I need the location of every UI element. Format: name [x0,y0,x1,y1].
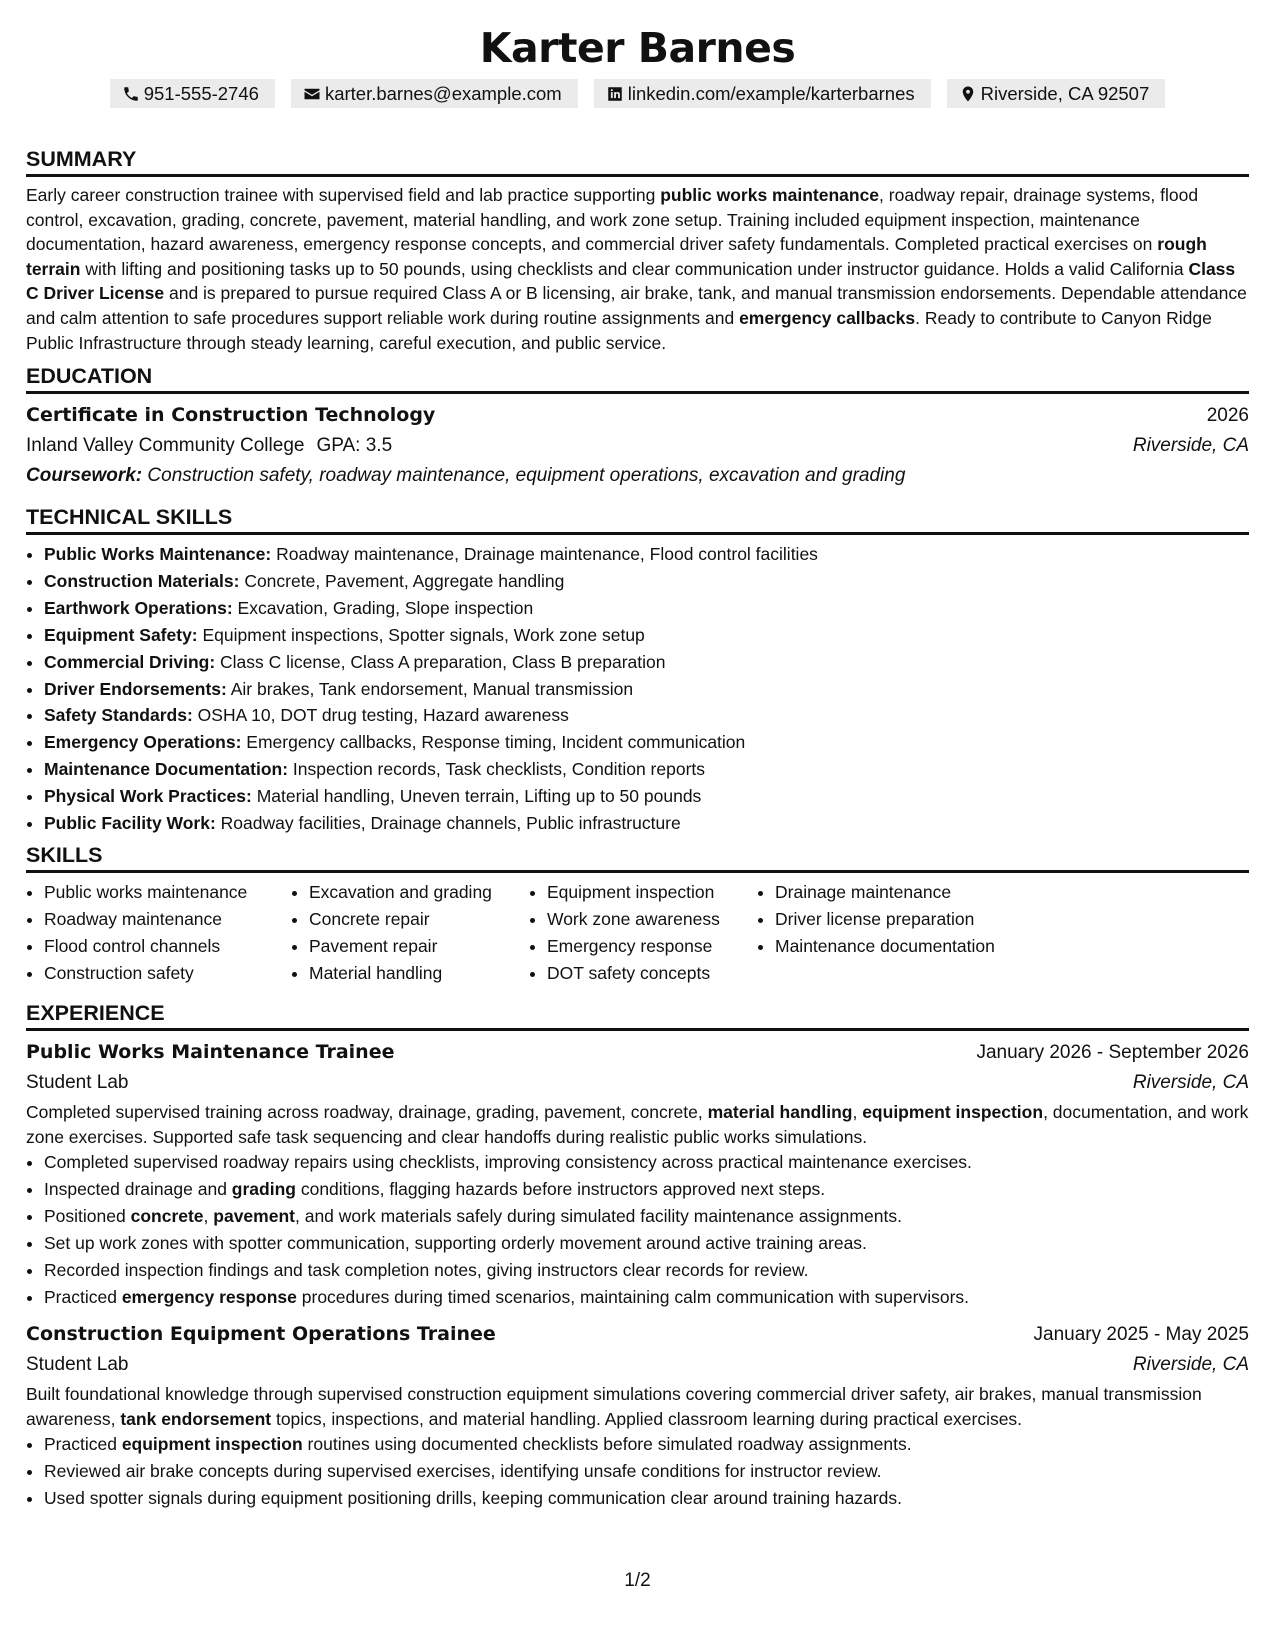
degree-title: Certificate in Construction Technology [26,404,436,426]
contact-location [947,79,1166,108]
job-title: Public Works Maintenance Trainee [26,1041,395,1063]
technical-skills-section [26,503,1249,837]
list-item: • Equipment inspection [547,879,757,906]
skills-grid [26,879,1249,987]
job-summary: Built foundational knowledge through supervised construction equipment simulations covering commercial driver safety, air brakes, manual transmission awareness, tank endorsement topics, inspections, and material handling. Applied classroom learning during practical exercises. [26,1384,1202,1429]
list-item: • Safety Standards: OSHA 10, DOT drug testing, Hazard awareness [44,702,1249,729]
section-heading: SUMMARY [26,145,1249,177]
list-item: • Positioned concrete, pavement, and work materials safely during simulated facility maintenance assignments. [44,1203,1249,1230]
list-item: • Inspected drainage and grading conditions, flagging hazards before instructors approved next steps. [44,1176,1249,1203]
email-text: karter.barnes@example.com [324,83,562,104]
list-item: • Physical Work Practices: Material handling, Uneven terrain, Lifting up to 50 pounds [44,783,1249,810]
job-org: Student Lab [26,1354,129,1376]
summary-text: Early career construction trainee with supervised field and lab practice supporting public works maintenance, roadway repair, drainage systems, flood control, excavation, grading, concrete, pavement, material handling, and work zone setup. Training included equipment inspection, maintenance documentation, hazard awareness, emergency response concepts, and commercial driver safety fundamentals. Completed practical exercises on rough terrain with lifting and positioning tasks up to 50 pounds, using checklists and clear communication under instructor guidance. Holds a valid California Class C Driver License and is prepared to pursue required Class A or B licensing, air brake, tank, and manual transmission endorsements. Dependable attendance and calm attention to safe procedures support reliable work during routine assignments and emergency callbacks. Ready to contribute to Canyon Ridge Public Infrastructure through steady learning, careful execution, and public service. [26,185,1247,353]
section-heading: EXPERIENCE [26,999,1249,1031]
job-location: Riverside, CA [1132,1072,1249,1093]
list-item: • Driver Endorsements: Air brakes, Tank endorsement, Manual transmission [44,676,1249,703]
list-item: • Work zone awareness [547,906,757,933]
list-item: • Public Works Maintenance: Roadway maintenance, Drainage maintenance, Flood control facilities [44,541,1249,568]
list-item: • Earthwork Operations: Excavation, Grading, Slope inspection [44,595,1249,622]
linkedin-text: linkedin.com/example/karterbarnes [627,83,915,104]
list-item: • Reviewed air brake concepts during supervised exercises, identifying unsafe conditions for instructor review. [44,1458,1249,1485]
contact-email[interactable] [291,79,578,108]
list-item: • Used spotter signals during equipment positioning drills, keeping communication clear around training hazards. [44,1485,1249,1512]
list-item: • Maintenance documentation [775,933,1075,960]
list-item: • Set up work zones with spotter communication, supporting orderly movement around active training areas. [44,1230,1249,1257]
job-dates: January 2026 - September 2026 [976,1042,1249,1063]
list-item: • Public Facility Work: Roadway facilities, Drainage channels, Public infrastructure [44,810,1249,837]
job-entry [26,1319,1249,1512]
phone-text: 951-555-2746 [143,83,259,104]
contact-bar [0,79,1275,108]
map-pin-icon [959,85,977,103]
list-item: • Drainage maintenance [775,879,1075,906]
linkedin-icon [606,85,624,103]
skills-column [529,879,757,987]
contact-linkedin[interactable] [594,79,931,108]
list-item: • Emergency Operations: Emergency callbacks, Response timing, Incident communication [44,729,1249,756]
job-summary: Completed supervised training across roadway, drainage, grading, pavement, concrete, material handling, equipment inspection, documentation, and work zone exercises. Supported safe task sequencing and clear handoffs during realistic public works simulations. [26,1102,1249,1147]
location-text: Riverside, CA 92507 [980,83,1150,104]
job-location: Riverside, CA [1132,1354,1249,1376]
school-name: Inland Valley Community College GPA: 3.5 [26,435,393,456]
list-item: • Maintenance Documentation: Inspection records, Task checklists, Condition reports [44,756,1249,783]
page-number: 1/2 [624,1570,651,1591]
list-item: • Practiced emergency response procedures during timed scenarios, maintaining calm communication with supervisors. [44,1284,1249,1311]
list-item: • Flood control channels [44,933,291,960]
skills-section [26,841,1249,987]
list-item: • Concrete repair [309,906,529,933]
technical-skills-list [26,541,1249,837]
section-heading: EDUCATION [26,362,1249,394]
summary-section [26,145,1249,355]
job-dates: January 2025 - May 2025 [1033,1324,1249,1346]
list-item: • Roadway maintenance [44,906,291,933]
list-item: • DOT safety concepts [547,960,757,987]
candidate-name: Karter Barnes [479,24,796,72]
list-item: • Practiced equipment inspection routines using documented checklists before simulated roadway assignments. [44,1431,1249,1458]
job-bullets [26,1431,1249,1512]
list-item: • Pavement repair [309,933,529,960]
section-heading: SKILLS [26,841,1249,873]
education-year: 2026 [1206,405,1249,426]
skills-column [291,879,529,987]
list-item: • Commercial Driving: Class C license, Class A preparation, Class B preparation [44,649,1249,676]
list-item: • Recorded inspection findings and task completion notes, giving instructors clear records for review. [44,1257,1249,1284]
skills-column [757,879,1075,987]
envelope-icon [303,85,321,103]
education-section [26,362,1249,491]
list-item: • Equipment Safety: Equipment inspections, Spotter signals, Work zone setup [44,622,1249,649]
skills-column [26,879,291,987]
phone-icon [122,85,140,103]
list-item: • Public works maintenance [44,879,291,906]
section-heading: TECHNICAL SKILLS [26,503,1249,535]
list-item: • Construction Materials: Concrete, Pavement, Aggregate handling [44,568,1249,595]
list-item: • Excavation and grading [309,879,529,906]
job-org: Student Lab [26,1072,129,1093]
list-item: • Construction safety [44,960,291,987]
list-item: • Driver license preparation [775,906,1075,933]
contact-phone[interactable] [110,79,275,108]
list-item: • Completed supervised roadway repairs using checklists, improving consistency across practical maintenance exercises. [44,1149,1249,1176]
job-title: Construction Equipment Operations Trainee [26,1323,496,1346]
job-bullets [26,1149,1249,1311]
coursework: Coursework: Construction safety, roadway maintenance, equipment operations, excavation and grading [26,465,906,486]
education-location: Riverside, CA [1132,435,1249,456]
list-item: • Material handling [309,960,529,987]
list-item: • Emergency response [547,933,757,960]
job-entry [26,1037,1249,1311]
experience-section [26,999,1249,1512]
gpa: GPA: 3.5 [316,435,393,456]
